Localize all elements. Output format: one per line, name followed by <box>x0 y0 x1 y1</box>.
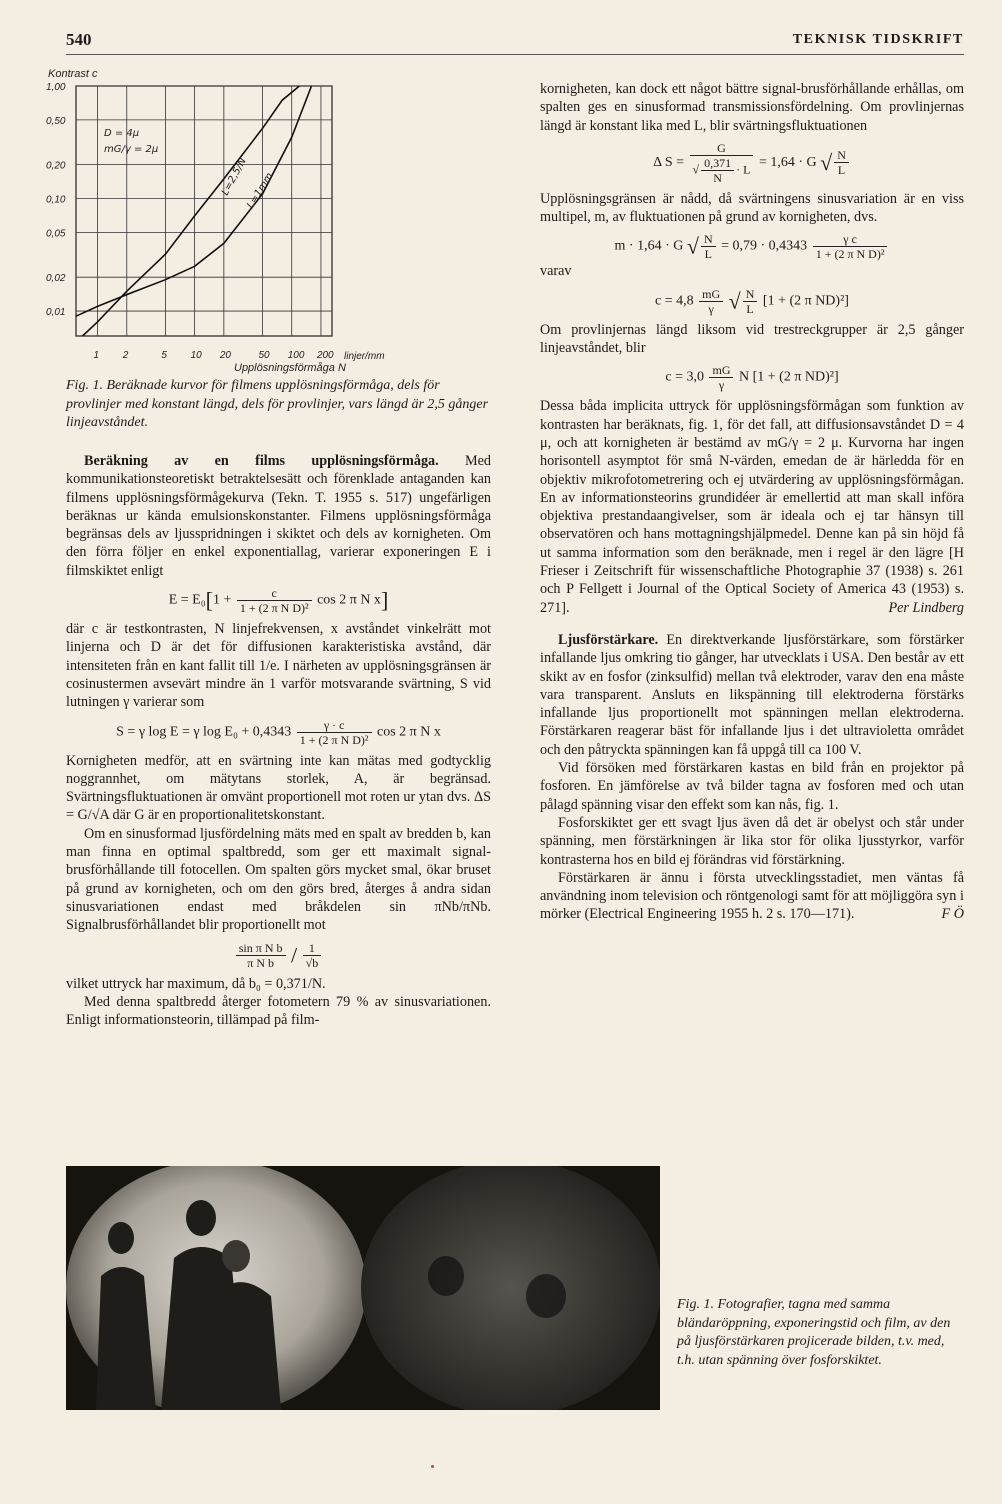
x-tick-label: 50 <box>258 350 270 361</box>
x-tick-label: 1 <box>93 350 100 361</box>
y-tick-label: 0,05 <box>46 228 66 240</box>
column-right <box>540 80 964 924</box>
photo-caption: Fig. 1. Fotografier, tagna med samma bländaröppning, exponeringstid och film, av den på ljusförstärkaren projicerade bilden, t.v. med, t.h. utan spänning över fosforskiktet. <box>677 1297 951 1368</box>
equation-contrast-a: c = 4,8 $\frac{mG}{\gamma}$ √ $\frac{N}{L}$ [1 + (2 π ND)²] <box>655 286 849 316</box>
x-tick-label: 10 <box>190 350 202 361</box>
page-header <box>66 30 964 55</box>
paragraph: där c är testkontrasten, N linjefrekvensen, x avståndet vinkelrätt mot linjerna och D är det för diffusionen karakteristiska avstånd, där intensiteten från en kant fallit till 1/e. I närheten av upplösningsgränsen är cosinustermen avsevärt mindre än 1 varför motsvarande svärtning, S vid lutningen γ varierar som <box>66 621 491 711</box>
x-tick-label: 5 <box>161 350 167 361</box>
paragraph: vilket uttryck har maximum, då b₀ = 0,371/N. <box>66 975 326 992</box>
paragraph: Vid försöken med förstärkaren kastas en bild från en projektor på fosforen. En jämförelse av två bilder tagna av fosforen med och utan pålagd spänning visar den effekt som kan nås, fig. 1. <box>540 760 964 813</box>
curve-label-b: L=1mm <box>245 171 276 211</box>
curve-l-1mm <box>76 86 312 316</box>
ink-speck <box>431 1465 434 1468</box>
x-tick-label: 100 <box>287 350 305 361</box>
y-tick-label: 0,20 <box>46 160 66 172</box>
x-tick-label: 2 <box>122 350 129 361</box>
paragraph: kornigheten, kan dock ett något bättre signal-brusförhållande erhållas, om spalten ges en sinusformad transmissionsfördelning. Om provlinjernas längd är konstant lika med L, blir svärtningsfluktuationen <box>540 81 964 134</box>
paragraph: Upplösningsgränsen är nådd, då svärtningens sinusvariation är en viss multipel, m, av fluktuationen på grund av kornigheten, dvs. <box>540 190 964 226</box>
chart-curves <box>76 86 312 336</box>
equation-contrast-b: c = 3,0 $\frac{mG}{\gamma}$ N [1 + (2 π ND)²] <box>665 363 839 393</box>
paragraph: Om en sinusformad ljusfördelning mäts med en spalt av bredden b, kan man finna en optimal spaltbredd, som ger ett maximalt signal-brusförhållande till fotocellen. Om spalten görs mycket smal, ökar bruset på grund av kornigheten, och om den görs bred, återges å andra sidan sinusvariationen endast med bråkdelen sin πNb/πNb. Signalbrusförhållandet blir proportionellt mot <box>66 825 491 934</box>
paragraph: Med kommunikationsteoretiskt betraktelsesätt och förenklade antaganden kan filmens upplösningsförmågekurva (Tekn. T. 1955 s. 517) ungefärligen beräknas ur kända emulsionskonstanter. Filmens upplösningsförmåga begränsas dels av ljusspridningen i skiktet och dels av kornigheten. Om den förra följer en enkel exponentiallag, varierar exponeringen E i filmskiktet enligt <box>66 453 491 579</box>
y-tick-label: 0,10 <box>46 194 66 206</box>
x-tick-label: 20 <box>219 350 231 361</box>
equation-signal-noise: $\frac{\text{sin π N b}}{\text{π N b}}$ / $\frac{1}{√b}$ <box>66 941 491 970</box>
resolution-chart <box>44 64 394 374</box>
photograph-projected-images <box>66 1166 660 1410</box>
y-tick-label: 0,01 <box>46 307 66 319</box>
equation-blackening: S = γ log E = γ log E₀ + 0,4343 $\frac{\gamma \cdot c}{\text{1 + (2 π N D)²}}$ cos 2 π N x <box>116 717 441 747</box>
paragraph: En direktverkande ljusförstärkare, som förstärker infallande ljus omkring tio gånger, har utvecklats i USA. Den består av ett skikt av en fosfor (zinksulfid) mellan två elektroder, varav den ena måste vara transparent. Ansluts en likspänning till elektroderna förstärks infallande ljus proportionellt mot spänningen mellan elektroderna. Förstärkaren reagerar bäst för infallande ljus i det ultravioletta området och den påtryckta spänningen kan få uppgå till ca 100 V. <box>540 631 965 758</box>
y-tick-label: 0,02 <box>46 273 66 285</box>
equation-fluctuation: Δ S = G √ $\frac{0,371}{N}$ · L = 1,64 · G √ $\frac{N}{L}$ <box>540 141 964 185</box>
x-tick-label: 200 <box>316 350 334 361</box>
chart-grid <box>76 86 332 336</box>
x-tick-labels <box>94 350 335 361</box>
param-d: D = 4μ <box>104 128 140 139</box>
curve-label-a: L=2,5/N <box>219 156 249 198</box>
paragraph: Förstärkaren är ännu i första utvecklingsstadiet, men väntas få användning inom television och röntgenologi samt för att möjliggöra syn i mörker (Electrical Engineering 1955 h. 2 s. 170—171). F Ö <box>540 869 964 923</box>
author-signature: Per Lindberg <box>888 599 964 616</box>
journal-title: TEKNISK TIDSKRIFT <box>792 32 964 47</box>
paragraph: Om provlinjernas längd liksom vid trestreckgrupper är 2,5 gånger linjeavståndet, blir <box>540 321 964 357</box>
equation-limit: m · 1,64 · G √ $\frac{N}{L}$ = 0,79 · 0,4343 $\frac{\text{γ c}}{\text{1 + (2 π N D)²}}$ <box>540 232 964 261</box>
figure-1-caption: Fig. 1. Beräknade kurvor för filmens upplösningsförmåga, dels för provlinjer med konstant längd, dels för provlinjer, vars längd är 2,5 gånger linjeavståndet. <box>66 378 489 430</box>
x-unit: linjer/mm <box>344 351 385 362</box>
section-heading-resolution: Beräkning av en films upplösningsförmåga. <box>84 453 439 469</box>
author-signature: F Ö <box>941 906 964 923</box>
param-mg: mG/γ = 2μ <box>104 144 159 155</box>
varav-label: varav <box>540 263 572 280</box>
y-axis-title: Kontrast c <box>48 68 98 80</box>
paragraph: Fosforskiktet ger ett svagt ljus även då det är obelyst och står under spänning, men förstärkningen är lika stor för olika ljusstyrkor, varför kontrasterna hos en bild ej förändras vid förstärkning. <box>540 814 964 868</box>
y-tick-label: 0,50 <box>46 115 66 127</box>
page-number: 540 <box>66 30 92 49</box>
section-heading-amplifier: Ljusförstärkare. <box>558 631 659 648</box>
y-tick-label: 1,00 <box>46 82 66 93</box>
paragraph: Kornigheten medför, att en svärtning inte kan mätas med godtycklig noggrannhet, om mätytans storlek, A, är begränsad. Svärtningsfluktuationen är omvänt proportionell mot roten ur ytan dvs. ΔS = G/√A där G är en proportionalitetskonstant. <box>66 752 491 824</box>
x-axis-title: Upplösningsförmåga N <box>234 362 346 374</box>
paragraph: Dessa båda implicita uttryck för upplösningsförmågan som funktion av kontrasten har beräknats, fig. 1, för det fall, att diffusionsavståndet D = 4 μ, och att kornigheten är bestämd av mG/γ = 2 μ. Kurvorna har ingen horisontell asymptot för små N-värden, emedan de är härledda för en objektiv mikrofotometrering och ej utvärdering av upplösningsförmågan. En av informationsteorins grundidéer är emellertid att man skall införa objektiva prestandaangivelser, som är ideala och ej tar hänsyn till observatören och hans mottagningshjälpmedel. Denne kan på sin höjd få ut samma information som den beräknade, men i regel är den lägre [H Frieser i Zeitschrift für wissenschaftliche Photographie 37 (1938) s. 261 och P Fellgett i Journal of the Optical Society of America 43 (1953) s. 271]. Per Lindberg <box>540 398 964 616</box>
equation-exposure: E = E₀[1 + $\frac{c}{\text{1 + (2 π N D)²}}$ cos 2 π N x] <box>168 586 389 616</box>
plot-frame <box>76 86 332 336</box>
paragraph: Med denna spaltbredd återger fotometern 79 % av sinusvariationen. Enligt informationsteorin, tillämpad på film- <box>66 993 491 1029</box>
y-tick-labels <box>46 82 66 318</box>
column-left <box>66 452 491 1029</box>
